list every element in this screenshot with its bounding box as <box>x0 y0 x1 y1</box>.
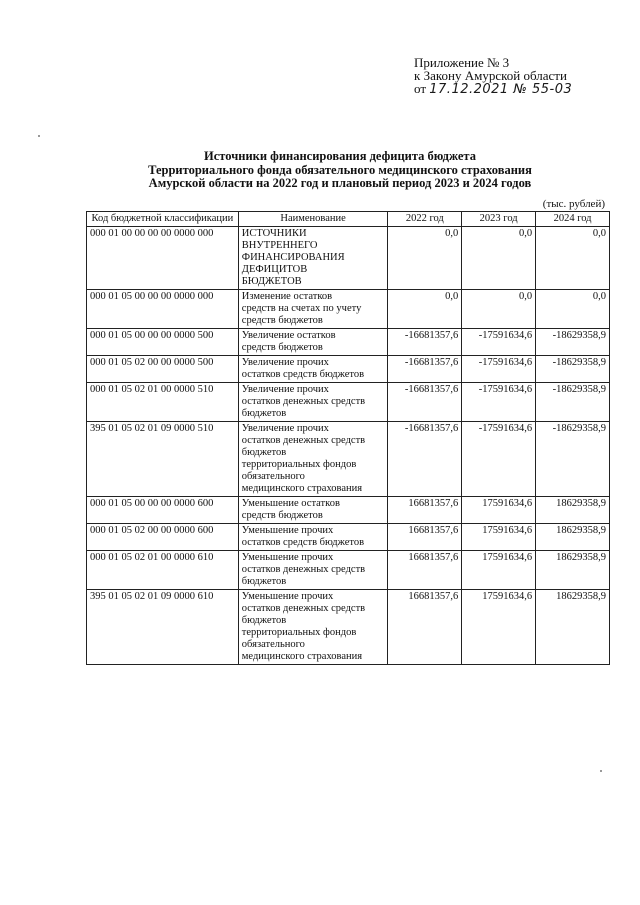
row-code: 000 01 05 00 00 00 0000 500 <box>87 329 239 356</box>
table-row <box>87 329 610 356</box>
row-value-2024: 18629358,9 <box>536 497 610 524</box>
row-value-2024: -18629358,9 <box>536 383 610 422</box>
row-code: 000 01 05 02 01 00 0000 610 <box>87 551 239 590</box>
row-value-2022: -16681357,6 <box>388 356 462 383</box>
attachment-law: к Закону Амурской области <box>414 68 567 83</box>
scan-speck <box>38 135 40 137</box>
header-code: Код бюджетной классификации <box>87 212 239 227</box>
table-row <box>87 290 610 329</box>
row-name: Уменьшение остатков средств бюджетов <box>238 497 388 524</box>
row-value-2024: 0,0 <box>536 227 610 290</box>
row-value-2023: 17591634,6 <box>462 497 536 524</box>
table-row <box>87 227 610 290</box>
row-value-2024: 18629358,9 <box>536 524 610 551</box>
row-value-2024: 0,0 <box>536 290 610 329</box>
row-value-2022: 16681357,6 <box>388 497 462 524</box>
row-code: 000 01 05 02 00 00 0000 500 <box>87 356 239 383</box>
title-line-1: Источники финансирования дефицита бюджета <box>204 149 476 163</box>
title-line-3: Амурской области на 2022 год и плановый период 2023 и 2024 годов <box>148 176 532 190</box>
row-value-2022: 16681357,6 <box>388 524 462 551</box>
row-code: 000 01 05 00 00 00 0000 600 <box>87 497 239 524</box>
header-2023: 2023 год <box>462 212 536 227</box>
row-value-2022: 16681357,6 <box>388 551 462 590</box>
row-name: Увеличение остатков средств бюджетов <box>238 329 388 356</box>
header-name: Наименование <box>238 212 388 227</box>
table-body <box>87 227 610 665</box>
row-value-2022: 0,0 <box>388 227 462 290</box>
attachment-number: Приложение № 3 <box>414 55 510 70</box>
row-name: Уменьшение прочих остатков денежных средств бюджетов территориальных фондов обязательного медицинского страхования <box>238 590 388 665</box>
table-row <box>87 356 610 383</box>
row-value-2024: -18629358,9 <box>536 356 610 383</box>
row-value-2024: 18629358,9 <box>536 551 610 590</box>
row-code: 000 01 00 00 00 00 0000 000 <box>87 227 239 290</box>
row-value-2023: 0,0 <box>462 290 536 329</box>
row-name: Увеличение прочих остатков денежных средств бюджетов территориальных фондов обязательного медицинского страхования <box>238 422 388 497</box>
row-value-2023: 17591634,6 <box>462 590 536 665</box>
row-value-2022: -16681357,6 <box>388 329 462 356</box>
scan-speck <box>600 770 602 772</box>
row-value-2023: -17591634,6 <box>462 356 536 383</box>
row-name: Уменьшение прочих остатков средств бюджетов <box>238 524 388 551</box>
row-code: 000 01 05 00 00 00 0000 000 <box>87 290 239 329</box>
row-value-2023: -17591634,6 <box>462 329 536 356</box>
table-row <box>87 551 610 590</box>
row-value-2024: -18629358,9 <box>536 422 610 497</box>
header-2024: 2024 год <box>536 212 610 227</box>
table-row <box>87 524 610 551</box>
row-name: Увеличение прочих остатков денежных средств бюджетов <box>238 383 388 422</box>
row-value-2022: -16681357,6 <box>388 422 462 497</box>
attachment-date-line <box>414 82 572 96</box>
attachment-date-prefix: от <box>414 81 427 96</box>
row-value-2024: -18629358,9 <box>536 329 610 356</box>
row-value-2024: 18629358,9 <box>536 590 610 665</box>
row-value-2023: 17591634,6 <box>462 551 536 590</box>
financing-sources-table <box>86 211 610 665</box>
table-row <box>87 497 610 524</box>
header-2022: 2022 год <box>388 212 462 227</box>
row-value-2023: -17591634,6 <box>462 422 536 497</box>
row-code: 000 01 05 02 00 00 0000 600 <box>87 524 239 551</box>
attachment-header <box>414 56 572 96</box>
table-row <box>87 383 610 422</box>
row-name: Увеличение прочих остатков средств бюджетов <box>238 356 388 383</box>
row-value-2023: 0,0 <box>462 227 536 290</box>
units-label: (тыс. рублей) <box>542 198 605 210</box>
title-line-2: Территориального фонда обязательного медицинского страхования <box>148 162 532 177</box>
row-value-2022: 16681357,6 <box>388 590 462 665</box>
row-name: Уменьшение прочих остатков денежных средств бюджетов <box>238 551 388 590</box>
row-value-2023: -17591634,6 <box>462 383 536 422</box>
row-name: ИСТОЧНИКИ ВНУТРЕННЕГО ФИНАНСИРОВАНИЯ ДЕФИЦИТОВ БЮДЖЕТОВ <box>238 227 388 290</box>
table-row <box>87 590 610 665</box>
row-code: 395 01 05 02 01 09 0000 610 <box>87 590 239 665</box>
row-value-2023: 17591634,6 <box>462 524 536 551</box>
row-name: Изменение остатков средств на счетах по учету средств бюджетов <box>238 290 388 329</box>
row-value-2022: -16681357,6 <box>388 383 462 422</box>
handwritten-date-number: 17.12.2021 № 55-03 <box>429 82 573 97</box>
row-code: 395 01 05 02 01 09 0000 510 <box>87 422 239 497</box>
row-code: 000 01 05 02 01 00 0000 510 <box>87 383 239 422</box>
row-value-2022: 0,0 <box>388 290 462 329</box>
table-row <box>87 422 610 497</box>
table-header-row <box>87 212 610 227</box>
document-title <box>80 150 600 191</box>
